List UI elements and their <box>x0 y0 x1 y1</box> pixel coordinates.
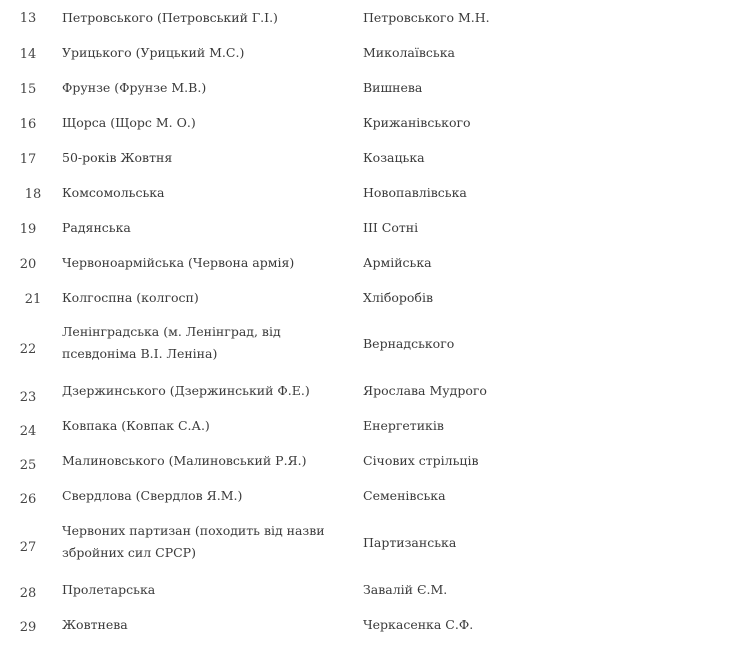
old-street-name: Дзержинського (Дзержинський Ф.Е.) <box>62 383 310 398</box>
row-number: 29 <box>19 620 37 635</box>
new-street-name: Січових стрільців <box>363 453 479 468</box>
old-street-name: Ленінградська (м. Ленінград, від псевдоніма В.І. Леніна) <box>62 324 281 361</box>
new-street-name: Петровського М.Н. <box>363 10 490 25</box>
table-row <box>0 106 729 141</box>
old-street-name: Радянська <box>62 220 131 235</box>
table-row <box>0 281 729 316</box>
old-street-name: Петровського (Петровський Г.І.) <box>62 10 278 25</box>
row-number: 16 <box>19 117 37 132</box>
table-row <box>0 514 729 573</box>
row-number: 28 <box>19 586 37 601</box>
old-street-name: Жовтнева <box>62 617 128 632</box>
table-row <box>0 479 729 514</box>
row-number: 17 <box>19 152 37 167</box>
row-number: 19 <box>19 222 37 237</box>
old-street-name: Фрунзе (Фрунзе М.В.) <box>62 80 207 95</box>
table-row <box>0 0 729 36</box>
row-number: 21 <box>24 292 42 307</box>
row-number: 23 <box>19 390 37 405</box>
old-street-name: Ковпака (Ковпак С.А.) <box>62 418 210 433</box>
table-row <box>0 211 729 246</box>
old-street-name: Червоноармійська (Червона армія) <box>62 255 295 270</box>
old-street-name: Малиновського (Малиновський Р.Я.) <box>62 453 307 468</box>
table-row <box>0 176 729 211</box>
table-row <box>0 36 729 71</box>
new-street-name: Вишнева <box>363 80 423 95</box>
row-number: 14 <box>19 47 37 62</box>
new-street-name: Козацька <box>363 150 425 165</box>
new-street-name: Енергетиків <box>363 418 444 433</box>
old-street-name: Червоних партизан (походить від назви збройних сил СРСР) <box>62 523 325 560</box>
new-street-name: Черкасенка С.Ф. <box>363 617 474 632</box>
new-street-name: Вернадського <box>363 336 455 351</box>
table-row <box>0 374 729 409</box>
row-number: 15 <box>19 82 37 97</box>
table-row <box>0 316 729 374</box>
row-number: 25 <box>19 458 37 473</box>
new-street-name: Семенівська <box>363 488 446 503</box>
row-number: 18 <box>24 187 42 202</box>
new-street-name: Завалій Є.М. <box>363 582 448 597</box>
row-number: 20 <box>19 257 37 272</box>
table-row <box>0 246 729 281</box>
old-street-name: Урицького (Урицький М.С.) <box>62 45 245 60</box>
old-street-name: Свердлова (Свердлов Я.М.) <box>62 488 243 503</box>
new-street-name: Ярослава Мудрого <box>363 383 487 398</box>
old-street-name: 50-років Жовтня <box>62 150 173 165</box>
new-street-name: Миколаївська <box>363 45 455 60</box>
old-street-name: Комсомольська <box>62 185 165 200</box>
new-street-name: Крижанівського <box>363 115 471 130</box>
row-number: 26 <box>19 492 37 507</box>
row-number: 13 <box>19 11 37 26</box>
table-row <box>0 71 729 106</box>
old-street-name: Щорса (Щорс М. О.) <box>62 115 196 130</box>
new-street-name: Партизанська <box>363 535 457 550</box>
table-row <box>0 608 729 643</box>
table-row <box>0 409 729 444</box>
old-street-name: Колгоспна (колгосп) <box>62 290 199 305</box>
old-street-name: Пролетарська <box>62 582 156 597</box>
row-number: 24 <box>19 424 37 439</box>
new-street-name: ІІІ Сотні <box>363 220 419 235</box>
new-street-name: Новопавлівська <box>363 185 467 200</box>
table-row <box>0 573 729 608</box>
new-street-name: Армійська <box>363 255 432 270</box>
table-row <box>0 141 729 176</box>
row-number: 27 <box>19 540 37 555</box>
table-row <box>0 444 729 479</box>
new-street-name: Хліборобів <box>363 290 433 305</box>
row-number: 22 <box>19 342 37 357</box>
